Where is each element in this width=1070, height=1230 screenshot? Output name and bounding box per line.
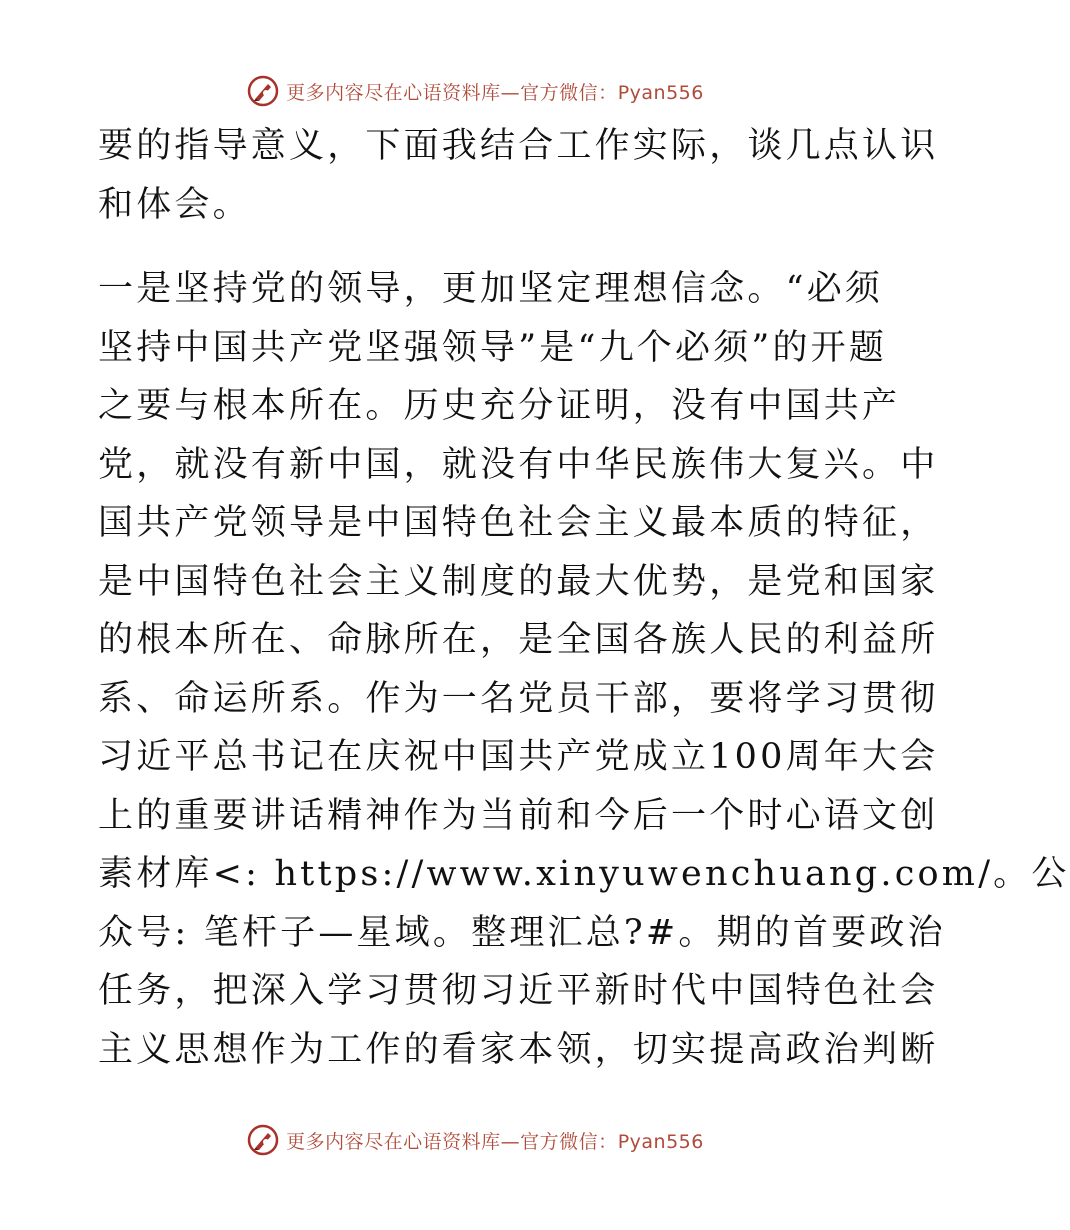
text-line: 的根本所在、命脉所在，是全国各族人民的利益所 bbox=[98, 620, 939, 660]
text-line: 素材库<: https://www.xinyuwenchuang.com/。公 bbox=[98, 854, 1070, 894]
text-line: 国共产党领导是中国特色社会主义最本质的特征， bbox=[98, 503, 939, 543]
text-line: 众号: 笔杆子—星域。整理汇总?#。期的首要政治 bbox=[98, 912, 946, 953]
header-banner bbox=[0, 71, 950, 111]
banner-text bbox=[286, 78, 704, 105]
text-line: 之要与根本所在。历史充分证明，没有中国共产 bbox=[98, 386, 901, 426]
document-body bbox=[98, 117, 1070, 1079]
banner-official: 官方微信： bbox=[520, 1130, 618, 1153]
text-line: 要的指导意义，下面我结合工作实际，谈几点认识 bbox=[98, 126, 939, 166]
text-line: 系、命运所系。作为一名党员干部，要将学习贯彻 bbox=[98, 678, 939, 719]
banner-main: 更多内容尽在心语资料库 bbox=[286, 81, 501, 104]
text-line: 是中国特色社会主义制度的最大优势，是党和国家 bbox=[98, 561, 939, 602]
footer-banner bbox=[0, 1120, 950, 1160]
text-line: 主义思想作为工作的看家本领，切实提高政治判断 bbox=[98, 1029, 939, 1070]
text-line: 任务，把深入学习贯彻习近平新时代中国特色社会 bbox=[98, 971, 939, 1011]
banner-separator: — bbox=[500, 1130, 521, 1153]
text-line: 党，就没有新中国，就没有中华民族伟大复兴。中 bbox=[98, 444, 939, 485]
text-line: 和体会。 bbox=[98, 184, 251, 225]
banner-handle: Pyan556 bbox=[617, 81, 704, 104]
banner-text bbox=[286, 1127, 704, 1154]
pen-logo-icon bbox=[246, 74, 280, 108]
banner-handle: Pyan556 bbox=[617, 1130, 704, 1153]
text-line: 坚持中国共产党坚强领导”是“九个必须”的开题 bbox=[98, 327, 888, 368]
banner-official: 官方微信： bbox=[520, 81, 618, 104]
pen-logo-icon bbox=[246, 1123, 280, 1157]
text-line: 习近平总书记在庆祝中国共产党成立100周年大会 bbox=[98, 737, 939, 777]
banner-main: 更多内容尽在心语资料库 bbox=[286, 1130, 501, 1153]
text-line: 一是坚持党的领导，更加坚定理想信念。“必须 bbox=[98, 269, 884, 309]
paragraph-gap bbox=[98, 234, 858, 260]
banner-separator: — bbox=[500, 81, 521, 104]
text-line: 上的重要讲话精神作为当前和今后一个时心语文创 bbox=[98, 795, 939, 836]
